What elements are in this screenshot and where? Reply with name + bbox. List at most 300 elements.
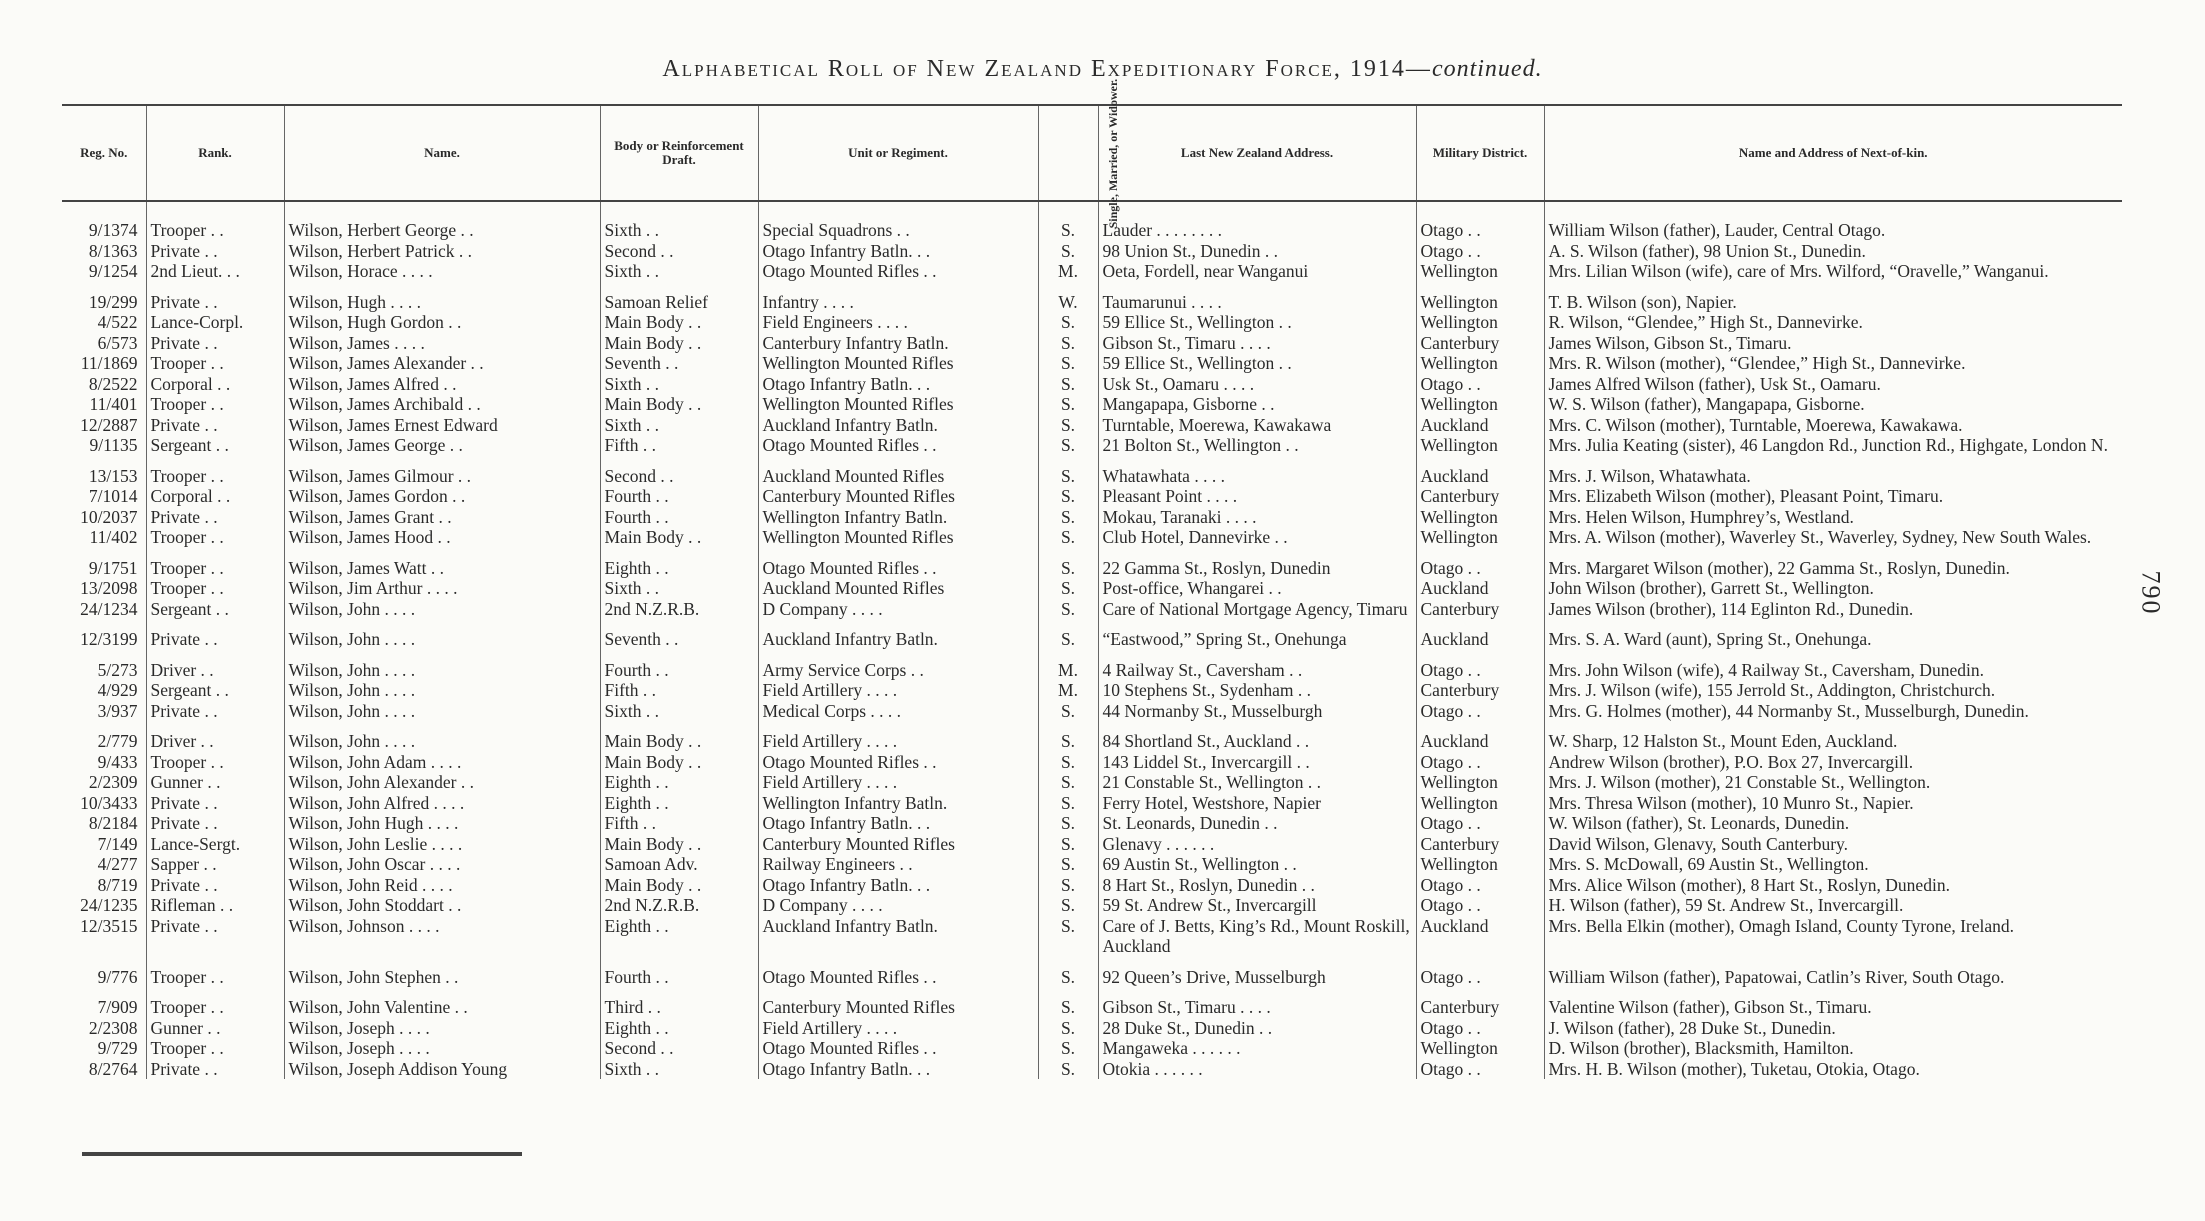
rank-cell: Private . . [146,701,284,722]
unit-cell: Railway Engineers . . [758,854,1038,875]
body-cell: Second . . [600,456,758,487]
rank-cell: Private . . [146,415,284,436]
rank-cell: Gunner . . [146,772,284,793]
address-cell: Mangaweka . . . . . . [1098,1038,1416,1059]
marital-cell: S. [1038,599,1098,620]
body-cell: Sixth . . [600,374,758,395]
district-cell: Otago . . [1416,374,1544,395]
rank-cell: Private . . [146,793,284,814]
table-row [62,854,2122,875]
address-cell: Whatawhata . . . . [1098,456,1416,487]
unit-cell: Field Artillery . . . . [758,721,1038,752]
next-of-kin-cell: H. Wilson (father), 59 St. Andrew St., Invercargill. [1544,895,2122,916]
unit-cell: Canterbury Mounted Rifles [758,834,1038,855]
address-cell: 22 Gamma St., Roslyn, Dunedin [1098,548,1416,579]
rank-cell: Corporal . . [146,486,284,507]
name-cell: Wilson, James Alfred . . [284,374,600,395]
rank-cell: Private . . [146,241,284,262]
next-of-kin-cell: Mrs. C. Wilson (mother), Turntable, Moerewa, Kawakawa. [1544,415,2122,436]
address-cell: 69 Austin St., Wellington . . [1098,854,1416,875]
body-cell: Seventh . . [600,353,758,374]
address-cell: 21 Constable St., Wellington . . [1098,772,1416,793]
address-cell: Mangapapa, Gisborne . . [1098,394,1416,415]
district-cell: Wellington [1416,772,1544,793]
rank-cell: Private . . [146,333,284,354]
name-cell: Wilson, John . . . . [284,599,600,620]
next-of-kin-cell: Mrs. John Wilson (wife), 4 Railway St., Caversham, Dunedin. [1544,650,2122,681]
unit-cell: Otago Mounted Rifles . . [758,752,1038,773]
unit-cell: Wellington Mounted Rifles [758,394,1038,415]
marital-cell: S. [1038,752,1098,773]
name-cell: Wilson, John Adam . . . . [284,752,600,773]
rank-cell: Rifleman . . [146,895,284,916]
body-cell: Main Body . . [600,333,758,354]
district-cell: Wellington [1416,261,1544,282]
address-cell: 92 Queen’s Drive, Musselburgh [1098,957,1416,988]
table-row [62,834,2122,855]
name-cell: Wilson, John Valentine . . [284,987,600,1018]
reg-no-cell: 9/433 [97,751,138,772]
page-title [0,56,2205,83]
body-cell: Seventh . . [600,619,758,650]
next-of-kin-cell: Mrs. Lilian Wilson (wife), care of Mrs. Wilford, “Oravelle,” Wanganui. [1544,261,2122,282]
unit-cell: Otago Mounted Rifles . . [758,548,1038,579]
next-of-kin-cell: James Wilson (brother), 114 Eglinton Rd., Dunedin. [1544,599,2122,620]
next-of-kin-cell: Mrs. G. Holmes (mother), 44 Normanby St., Musselburgh, Dunedin. [1544,701,2122,722]
district-cell: Otago . . [1416,813,1544,834]
district-cell: Wellington [1416,282,1544,313]
table-row [62,772,2122,793]
name-cell: Wilson, John Reid . . . . [284,875,600,896]
table-row [62,548,2122,579]
unit-cell: Otago Mounted Rifles . . [758,261,1038,282]
name-cell: Wilson, James Ernest Edward [284,415,600,436]
reg-no-cell: 8/2184 [88,813,138,833]
body-cell: Eighth . . [600,548,758,579]
marital-cell: M. [1038,650,1098,681]
district-cell: Wellington [1416,312,1544,333]
name-cell: Wilson, John . . . . [284,721,600,752]
district-cell: Canterbury [1416,680,1544,701]
name-cell: Wilson, John Alfred . . . . [284,793,600,814]
header-row [62,105,2122,201]
body-cell: Second . . [600,241,758,262]
body-cell: Sixth . . [600,415,758,436]
next-of-kin-cell: Mrs. Elizabeth Wilson (mother), Pleasant Point, Timaru. [1544,486,2122,507]
next-of-kin-cell: Mrs. J. Wilson (wife), 155 Jerrold St., Addington, Christchurch. [1544,680,2122,701]
next-of-kin-cell: D. Wilson (brother), Blacksmith, Hamilton. [1544,1038,2122,1059]
rank-cell: Trooper . . [146,578,284,599]
name-cell: Wilson, Joseph Addison Young [284,1059,600,1080]
address-cell: Gibson St., Timaru . . . . [1098,333,1416,354]
unit-cell: Auckland Mounted Rifles [758,456,1038,487]
reg-no-cell: 9/1254 [88,261,138,281]
reg-no-cell: 8/1363 [88,240,138,261]
table-row [62,957,2122,988]
header-rank: Rank. [146,105,284,201]
district-cell: Wellington [1416,527,1544,548]
unit-cell: Otago Infantry Batln. . . [758,241,1038,262]
name-cell: Wilson, Johnson . . . . [284,916,600,957]
next-of-kin-cell: Mrs. Alice Wilson (mother), 8 Hart St., Roslyn, Dunedin. [1544,875,2122,896]
title-main: Alphabetical Roll of New Zealand Expeditionary Force, 1914— [662,56,1432,82]
body-cell: 2nd N.Z.R.B. [600,599,758,620]
district-cell: Wellington [1416,1038,1544,1059]
marital-cell: S. [1038,456,1098,487]
unit-cell: Otago Infantry Batln. . . [758,813,1038,834]
next-of-kin-cell: W. Wilson (father), St. Leonards, Dunedin. [1544,813,2122,834]
rank-cell: Private . . [146,507,284,528]
header-body: Body or Reinforcement Draft. [600,105,758,201]
reg-no-cell: 24/1234 [80,598,138,619]
next-of-kin-cell: Mrs. S. A. Ward (aunt), Spring St., Onehunga. [1544,619,2122,650]
next-of-kin-cell: Mrs. A. Wilson (mother), Waverley St., Waverley, Sydney, New South Wales. [1544,527,2122,548]
name-cell: Wilson, Herbert Patrick . . [284,241,600,262]
rank-cell: Lance-Corpl. [146,312,284,333]
reg-no-cell: 3/937 [97,700,138,721]
rank-cell: Trooper . . [146,527,284,548]
table-row [62,456,2122,487]
table-row [62,201,2122,241]
table-row [62,353,2122,374]
next-of-kin-cell: Valentine Wilson (father), Gibson St., Timaru. [1544,987,2122,1018]
header-marital-label: Single, Married, or Widower. [1105,78,1120,229]
district-cell: Canterbury [1416,834,1544,855]
district-cell: Otago . . [1416,957,1544,988]
rank-cell: Trooper . . [146,456,284,487]
marital-cell: S. [1038,619,1098,650]
unit-cell: Otago Infantry Batln. . . [758,374,1038,395]
next-of-kin-cell: Mrs. J. Wilson, Whatawhata. [1544,456,2122,487]
address-cell: Mokau, Taranaki . . . . [1098,507,1416,528]
marital-cell: S. [1038,916,1098,957]
body-cell: Eighth . . [600,1018,758,1039]
next-of-kin-cell: Mrs. J. Wilson (mother), 21 Constable St., Wellington. [1544,772,2122,793]
address-cell: Usk St., Oamaru . . . . [1098,374,1416,395]
rank-cell: Sergeant . . [146,680,284,701]
body-cell: Fourth . . [600,650,758,681]
rank-cell: Trooper . . [146,394,284,415]
marital-cell: M. [1038,261,1098,282]
body-cell: Fourth . . [600,957,758,988]
next-of-kin-cell: Mrs. R. Wilson (mother), “Glendee,” High St., Dannevirke. [1544,353,2122,374]
marital-cell: S. [1038,875,1098,896]
title-continued: continued. [1431,56,1543,82]
table-row [62,507,2122,528]
body-cell: 2nd N.Z.R.B. [600,895,758,916]
body-cell: Eighth . . [600,916,758,957]
name-cell: Wilson, John Hugh . . . . [284,813,600,834]
marital-cell: S. [1038,895,1098,916]
reg-no-cell: 9/776 [97,966,138,987]
next-of-kin-cell: John Wilson (brother), Garrett St., Wellington. [1544,578,2122,599]
district-cell: Canterbury [1416,599,1544,620]
header-name: Name. [284,105,600,201]
district-cell: Otago . . [1416,548,1544,579]
table-row [62,527,2122,548]
next-of-kin-cell: Mrs. Thresa Wilson (mother), 10 Munro St., Napier. [1544,793,2122,814]
district-cell: Otago . . [1416,1059,1544,1080]
marital-cell: S. [1038,435,1098,456]
address-cell: Care of J. Betts, King’s Rd., Mount Roskill, Auckland [1098,916,1416,957]
body-cell: Sixth . . [600,201,758,241]
district-cell: Wellington [1416,854,1544,875]
district-cell: Otago . . [1416,201,1544,241]
name-cell: Wilson, John Oscar . . . . [284,854,600,875]
next-of-kin-cell: Mrs. Bella Elkin (mother), Omagh Island, County Tyrone, Ireland. [1544,916,2122,957]
name-cell: Wilson, Joseph . . . . [284,1018,600,1039]
address-cell: 59 Ellice St., Wellington . . [1098,353,1416,374]
next-of-kin-cell: James Wilson, Gibson St., Timaru. [1544,333,2122,354]
rank-cell: Trooper . . [146,1038,284,1059]
unit-cell: Auckland Infantry Batln. [758,916,1038,957]
next-of-kin-cell: Mrs. S. McDowall, 69 Austin St., Wellington. [1544,854,2122,875]
body-cell: Samoan Adv. [600,854,758,875]
body-cell: Main Body . . [600,752,758,773]
table-row [62,895,2122,916]
name-cell: Wilson, Hugh Gordon . . [284,312,600,333]
marital-cell: S. [1038,394,1098,415]
address-cell: Pleasant Point . . . . [1098,486,1416,507]
body-cell: Third . . [600,987,758,1018]
table-row [62,987,2122,1018]
address-cell: Otokia . . . . . . [1098,1059,1416,1080]
reg-no-cell: 7/149 [97,833,138,854]
unit-cell: Wellington Infantry Batln. [758,793,1038,814]
name-cell: Wilson, John Stephen . . [284,957,600,988]
district-cell: Wellington [1416,435,1544,456]
name-cell: Wilson, John Leslie . . . . [284,834,600,855]
address-cell: 143 Liddel St., Invercargill . . [1098,752,1416,773]
table-row [62,282,2122,313]
rank-cell: Private . . [146,916,284,957]
district-cell: Canterbury [1416,987,1544,1018]
unit-cell: Otago Infantry Batln. . . [758,1059,1038,1080]
reg-no-cell: 11/402 [89,527,138,547]
table-row [62,599,2122,620]
address-cell: St. Leonards, Dunedin . . [1098,813,1416,834]
body-cell: Fourth . . [600,486,758,507]
rank-cell: 2nd Lieut. . . [146,261,284,282]
reg-no-cell: 19/299 [88,291,138,312]
unit-cell: Wellington Mounted Rifles [758,353,1038,374]
marital-cell: W. [1038,282,1098,313]
name-cell: Wilson, John Alexander . . [284,772,600,793]
body-cell: Main Body . . [600,875,758,896]
rank-cell: Trooper . . [146,957,284,988]
name-cell: Wilson, Herbert George . . [284,201,600,241]
unit-cell: Special Squadrons . . [758,201,1038,241]
body-cell: Sixth . . [600,578,758,599]
marital-cell: S. [1038,201,1098,241]
next-of-kin-cell: Mrs. H. B. Wilson (mother), Tuketau, Otokia, Otago. [1544,1059,2122,1080]
unit-cell: Canterbury Mounted Rifles [758,987,1038,1018]
table-row [62,875,2122,896]
address-cell: Lauder . . . . . . . . [1098,201,1416,241]
marital-cell: S. [1038,333,1098,354]
table-row [62,435,2122,456]
table-row [62,813,2122,834]
table-row [62,1018,2122,1039]
rank-cell: Trooper . . [146,201,284,241]
marital-cell: S. [1038,701,1098,722]
next-of-kin-cell: Mrs. Helen Wilson, Humphrey’s, Westland. [1544,507,2122,528]
body-cell: Second . . [600,1038,758,1059]
name-cell: Wilson, James Gilmour . . [284,456,600,487]
marital-cell: S. [1038,793,1098,814]
next-of-kin-cell: Mrs. Julia Keating (sister), 46 Langdon Rd., Junction Rd., Highgate, London N. [1544,435,2122,456]
body-cell: Sixth . . [600,701,758,722]
name-cell: Wilson, Jim Arthur . . . . [284,578,600,599]
unit-cell: Army Service Corps . . [758,650,1038,681]
marital-cell: S. [1038,854,1098,875]
rank-cell: Private . . [146,619,284,650]
unit-cell: Otago Mounted Rifles . . [758,957,1038,988]
reg-no-cell: 7/1014 [88,486,138,506]
body-cell: Samoan Relief [600,282,758,313]
reg-no-cell: 4/522 [97,312,138,332]
marital-cell: S. [1038,1038,1098,1059]
name-cell: Wilson, Hugh . . . . [284,282,600,313]
body-cell: Main Body . . [600,834,758,855]
name-cell: Wilson, James George . . [284,435,600,456]
body-cell: Fifth . . [600,680,758,701]
reg-no-cell: 9/1751 [88,557,138,578]
address-cell: Club Hotel, Dannevirke . . [1098,527,1416,548]
table-row [62,312,2122,333]
marital-cell: S. [1038,507,1098,528]
unit-cell: Wellington Infantry Batln. [758,507,1038,528]
rank-cell: Private . . [146,282,284,313]
marital-cell: S. [1038,486,1098,507]
marital-cell: S. [1038,813,1098,834]
reg-no-cell: 2/779 [97,731,138,751]
name-cell: Wilson, James Grant . . [284,507,600,528]
district-cell: Auckland [1416,619,1544,650]
table-row [62,650,2122,681]
rank-cell: Private . . [146,1059,284,1080]
name-cell: Wilson, James Hood . . [284,527,600,548]
unit-cell: Otago Mounted Rifles . . [758,1038,1038,1059]
unit-cell: Canterbury Infantry Batln. [758,333,1038,354]
district-cell: Wellington [1416,394,1544,415]
next-of-kin-cell: David Wilson, Glenavy, South Canterbury. [1544,834,2122,855]
rank-cell: Gunner . . [146,1018,284,1039]
roll-table [62,78,2122,1079]
next-of-kin-cell: James Alfred Wilson (father), Usk St., Oamaru. [1544,374,2122,395]
table-row [62,916,2122,957]
reg-no-cell: 24/1235 [80,895,138,915]
rank-cell: Sergeant . . [146,435,284,456]
body-cell: Eighth . . [600,772,758,793]
table-row [62,1038,2122,1059]
reg-no-cell: 11/401 [89,394,138,414]
district-cell: Auckland [1416,456,1544,487]
reg-no-cell: 12/2887 [80,414,138,435]
unit-cell: Field Artillery . . . . [758,1018,1038,1039]
rank-cell: Lance-Sergt. [146,834,284,855]
name-cell: Wilson, John . . . . [284,619,600,650]
next-of-kin-cell: W. Sharp, 12 Halston St., Mount Eden, Auckland. [1544,721,2122,752]
roll-table-container [62,78,2122,1079]
next-of-kin-cell: T. B. Wilson (son), Napier. [1544,282,2122,313]
rank-cell: Driver . . [146,650,284,681]
reg-no-cell: 7/909 [97,997,138,1017]
rank-cell: Sergeant . . [146,599,284,620]
rank-cell: Private . . [146,813,284,834]
bottom-rule [82,1152,522,1156]
unit-cell: Auckland Mounted Rifles [758,578,1038,599]
marital-cell: S. [1038,374,1098,395]
district-cell: Wellington [1416,507,1544,528]
name-cell: Wilson, Joseph . . . . [284,1038,600,1059]
marital-cell: S. [1038,241,1098,262]
name-cell: Wilson, James Alexander . . [284,353,600,374]
name-cell: Wilson, Horace . . . . [284,261,600,282]
reg-no-cell: 12/3199 [80,629,138,649]
address-cell: Turntable, Moerewa, Kawakawa [1098,415,1416,436]
district-cell: Auckland [1416,916,1544,957]
unit-cell: Otago Mounted Rifles . . [758,435,1038,456]
address-cell: Oeta, Fordell, near Wanganui [1098,261,1416,282]
reg-no-cell: 12/3515 [80,915,138,936]
marital-cell: S. [1038,353,1098,374]
next-of-kin-cell: William Wilson (father), Papatowai, Catlin’s River, South Otago. [1544,957,2122,988]
reg-no-cell: 10/3433 [80,792,138,813]
reg-no-cell: 9/1135 [89,435,138,455]
unit-cell: Medical Corps . . . . [758,701,1038,722]
district-cell: Wellington [1416,793,1544,814]
address-cell: Ferry Hotel, Westshore, Napier [1098,793,1416,814]
district-cell: Otago . . [1416,895,1544,916]
table-row [62,333,2122,354]
address-cell: Glenavy . . . . . . [1098,834,1416,855]
name-cell: Wilson, John . . . . [284,701,600,722]
body-cell: Fourth . . [600,507,758,528]
unit-cell: D Company . . . . [758,599,1038,620]
next-of-kin-cell: Andrew Wilson (brother), P.O. Box 27, Invercargill. [1544,752,2122,773]
name-cell: Wilson, James . . . . [284,333,600,354]
header-unit: Unit or Regiment. [758,105,1038,201]
name-cell: Wilson, John . . . . [284,650,600,681]
header-district: Military District. [1416,105,1544,201]
body-cell: Eighth . . [600,793,758,814]
marital-cell: S. [1038,1059,1098,1080]
reg-no-cell: 6/573 [97,332,138,353]
district-cell: Otago . . [1416,875,1544,896]
unit-cell: Otago Infantry Batln. . . [758,875,1038,896]
marital-cell: S. [1038,1018,1098,1039]
address-cell: 59 St. Andrew St., Invercargill [1098,895,1416,916]
address-cell: “Eastwood,” Spring St., Onehunga [1098,619,1416,650]
unit-cell: Field Artillery . . . . [758,772,1038,793]
reg-no-cell: 13/153 [88,465,138,486]
marital-cell: S. [1038,987,1098,1018]
rank-cell: Trooper . . [146,987,284,1018]
next-of-kin-cell: William Wilson (father), Lauder, Central Otago. [1544,201,2122,241]
unit-cell: Auckland Infantry Batln. [758,415,1038,436]
table-row [62,486,2122,507]
address-cell: 98 Union St., Dunedin . . [1098,241,1416,262]
rank-cell: Sapper . . [146,854,284,875]
reg-no-cell: 2/2308 [88,1017,138,1038]
address-cell: Care of National Mortgage Agency, Timaru [1098,599,1416,620]
address-cell: 21 Bolton St., Wellington . . [1098,435,1416,456]
address-cell: 8 Hart St., Roslyn, Dunedin . . [1098,875,1416,896]
table-row [62,721,2122,752]
district-cell: Auckland [1416,578,1544,599]
header-next-of-kin: Name and Address of Next-of-kin. [1544,105,2122,201]
